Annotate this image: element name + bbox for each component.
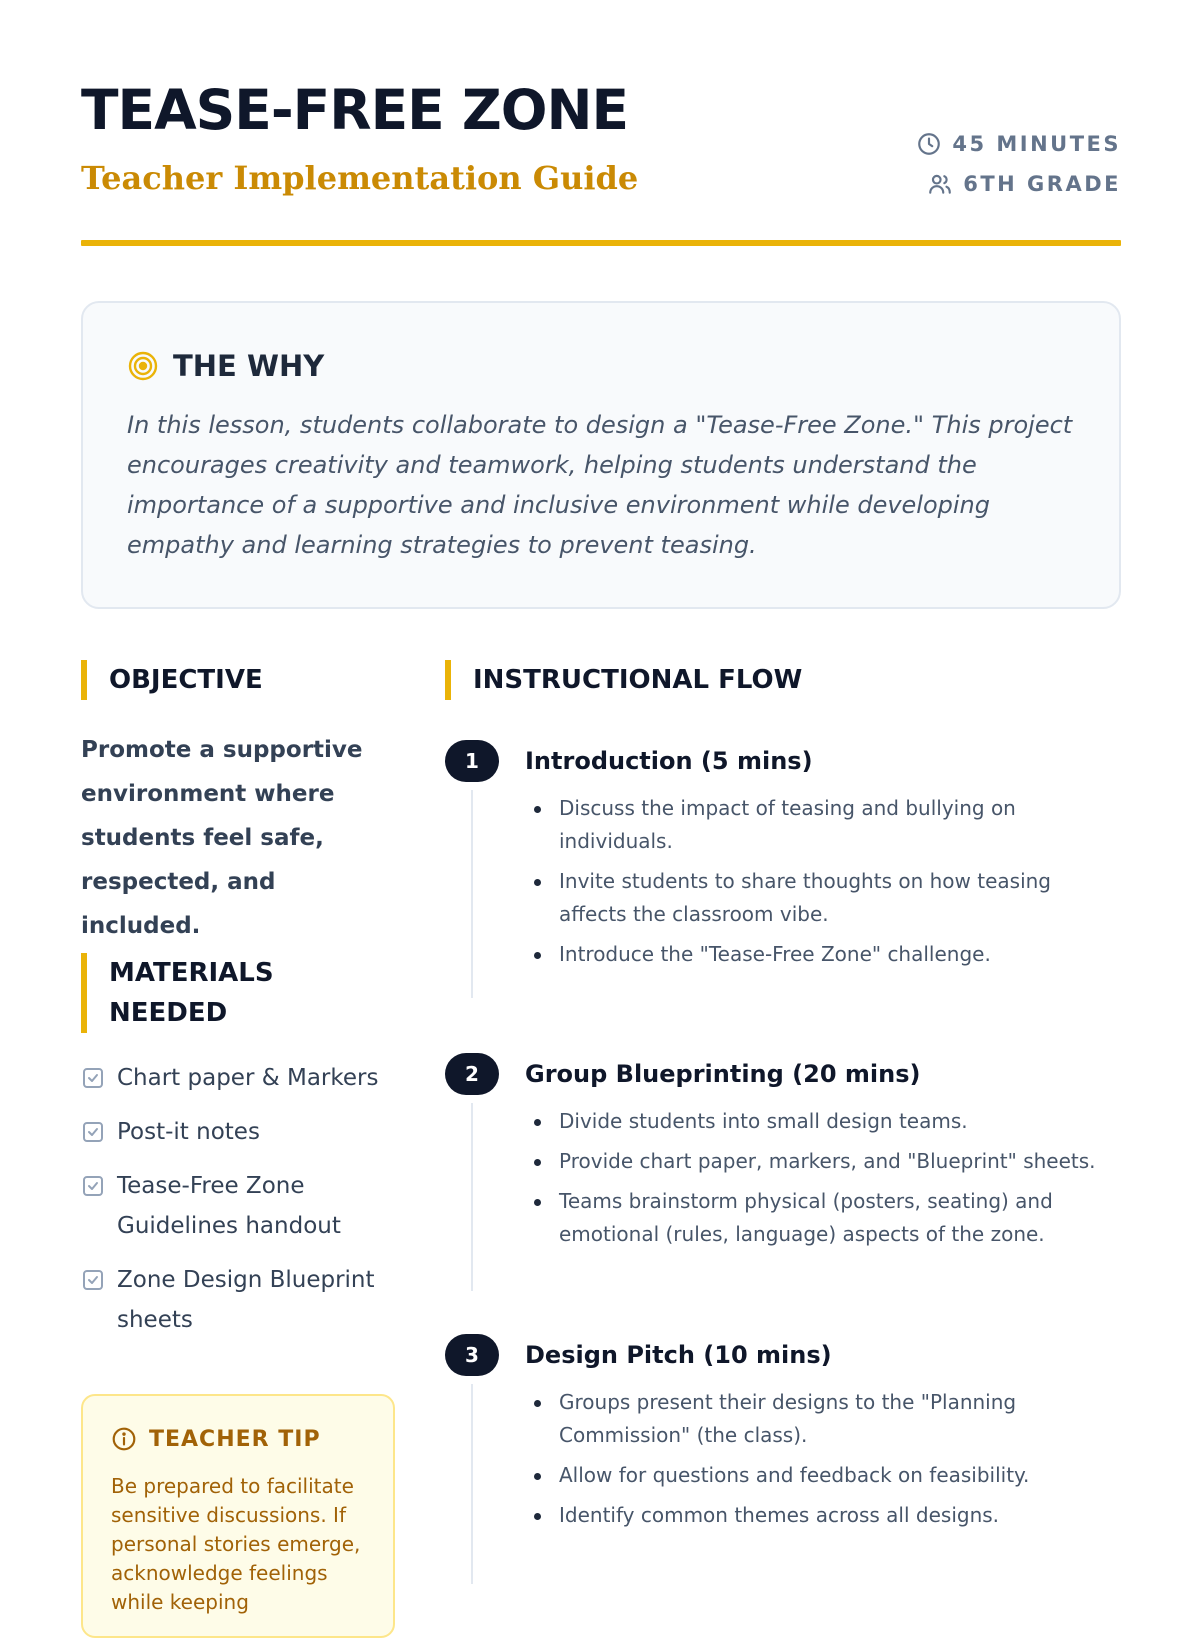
lesson-page — [81, 0, 1121, 1614]
users-icon — [927, 171, 953, 197]
step-number: 1 — [445, 740, 499, 782]
why-heading — [127, 349, 324, 383]
material-label: Zone Design Blueprint sheets — [117, 1267, 375, 1333]
page-header — [81, 0, 1121, 246]
step-title: Introduction (5 mins) — [525, 747, 813, 775]
step-bullets — [525, 1386, 1121, 1539]
why-title: THE WHY — [173, 349, 325, 383]
materials-list — [81, 1058, 401, 1354]
material-label: Tease-Free Zone Guidelines handout — [117, 1173, 341, 1239]
step-bullet: Discuss the impact of teasing and bullying on individuals. — [525, 792, 1121, 858]
grade-meta — [916, 164, 1121, 204]
material-item — [81, 1058, 401, 1098]
tip-title: TEACHER TIP — [149, 1426, 321, 1452]
step-bullet: Identify common themes across all designs. — [525, 1499, 1121, 1532]
lesson-meta — [916, 124, 1121, 204]
step-connector — [471, 790, 473, 998]
tip-heading — [111, 1426, 321, 1452]
flow-step — [445, 740, 1121, 1010]
checkbox-icon — [81, 1066, 105, 1090]
step-bullet: Invite students to share thoughts on how teasing affects the classroom vibe. — [525, 865, 1121, 931]
step-bullets — [525, 1105, 1121, 1258]
page-subtitle: Teacher Implementation Guide — [81, 159, 639, 197]
why-text: In this lesson, students collaborate to design a "Tease-Free Zone." This project encourages creativity and teamwork, helping students understand the importance of a supportive and inclusive environment while developing empathy and learning strategies to prevent teasing. — [127, 411, 1073, 559]
target-icon — [127, 350, 159, 382]
step-connector — [471, 1103, 473, 1291]
step-connector — [471, 1384, 473, 1584]
header-divider — [81, 240, 1121, 246]
grade-label: 6TH GRADE — [963, 172, 1121, 196]
material-item — [81, 1112, 401, 1152]
flow-step — [445, 1053, 1121, 1293]
step-bullet: Introduce the "Tease-Free Zone" challenge. — [525, 938, 1121, 971]
step-number: 2 — [445, 1053, 499, 1095]
material-label: Chart paper & Markers — [117, 1065, 379, 1091]
tip-text: Be prepared to facilitate sensitive discussions. If personal stories emerge, acknowledge feelings while keeping — [111, 1474, 361, 1614]
flow-heading: INSTRUCTIONAL FLOW — [445, 660, 1073, 700]
step-bullets — [525, 792, 1121, 978]
checkbox-icon — [81, 1268, 105, 1292]
step-bullet: Allow for questions and feedback on feasibility. — [525, 1459, 1121, 1492]
materials-heading: MATERIALS NEEDED — [81, 953, 309, 1033]
duration-meta — [916, 124, 1121, 164]
checkbox-icon — [81, 1120, 105, 1144]
teacher-tip-card — [81, 1394, 395, 1638]
info-icon — [111, 1426, 137, 1452]
duration-label: 45 MINUTES — [952, 132, 1121, 156]
clock-icon — [916, 131, 942, 157]
page-title: TEASE-FREE ZONE — [81, 78, 629, 142]
step-title: Group Blueprinting (20 mins) — [525, 1060, 921, 1088]
objective-heading: OBJECTIVE — [81, 660, 399, 700]
why-card — [81, 301, 1121, 609]
material-item — [81, 1166, 401, 1246]
step-title: Design Pitch (10 mins) — [525, 1341, 832, 1369]
material-item — [81, 1260, 401, 1340]
step-bullet: Groups present their designs to the "Planning Commission" (the class). — [525, 1386, 1121, 1452]
step-number: 3 — [445, 1334, 499, 1376]
step-bullet: Divide students into small design teams. — [525, 1105, 1121, 1138]
flow-step — [445, 1334, 1121, 1584]
objective-text: Promote a supportive environment where students feel safe, respected, and included. — [81, 737, 363, 939]
step-bullet: Teams brainstorm physical (posters, seating) and emotional (rules, language) aspects of the zone. — [525, 1185, 1121, 1251]
material-label: Post-it notes — [117, 1119, 260, 1145]
step-bullet: Provide chart paper, markers, and "Blueprint" sheets. — [525, 1145, 1121, 1178]
checkbox-icon — [81, 1174, 105, 1198]
